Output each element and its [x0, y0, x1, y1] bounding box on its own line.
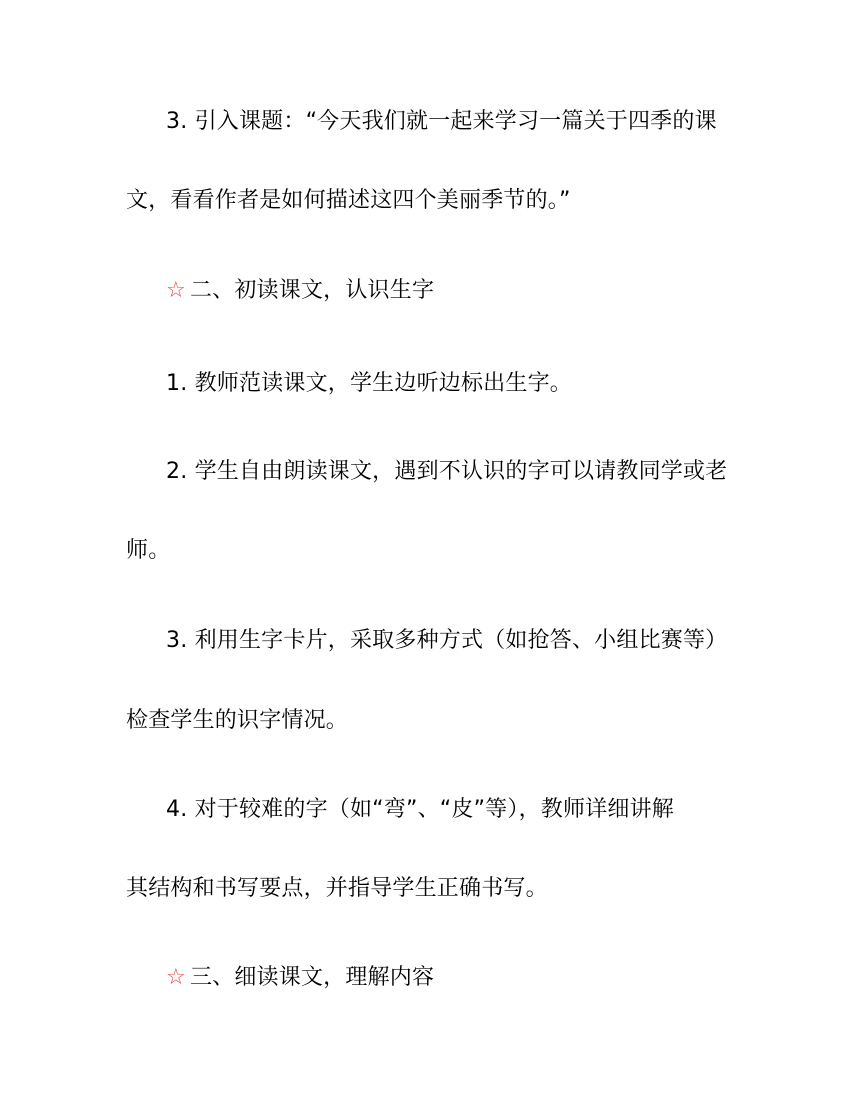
section-heading-3-text: 三、细读课文，理解内容	[189, 965, 435, 990]
step-4-line-2: 其结构和书写要点，并指导学生正确书写。	[126, 876, 548, 901]
step-3-line-1: 3. 利用生字卡片，采取多种方式（如抢答、小组比赛等）	[166, 628, 728, 653]
section-heading-2	[166, 276, 434, 306]
section-heading-3	[166, 963, 434, 993]
star-icon: ☆	[166, 278, 186, 303]
step-1: 1. 教师范读课文，学生边听边标出生字。	[166, 371, 572, 396]
step-2-line-1: 2. 学生自由朗读课文，遇到不认识的字可以请教同学或老	[166, 459, 728, 484]
step-4-line-1: 4. 对于较难的字（如“弯”、“皮”等），教师详细讲解	[166, 797, 674, 822]
step-3-line-2: 检查学生的识字情况。	[126, 708, 349, 733]
section-heading-2-text: 二、初读课文，认识生字	[189, 278, 435, 303]
star-icon: ☆	[166, 965, 186, 990]
step-2-line-2: 师。	[126, 538, 171, 563]
paragraph-3-line-1: 3. 引入课题：“今天我们就一起来学习一篇关于四季的课	[166, 109, 717, 134]
paragraph-3-line-2: 文，看看作者是如何描述这四个美丽季节的。”	[126, 188, 571, 213]
